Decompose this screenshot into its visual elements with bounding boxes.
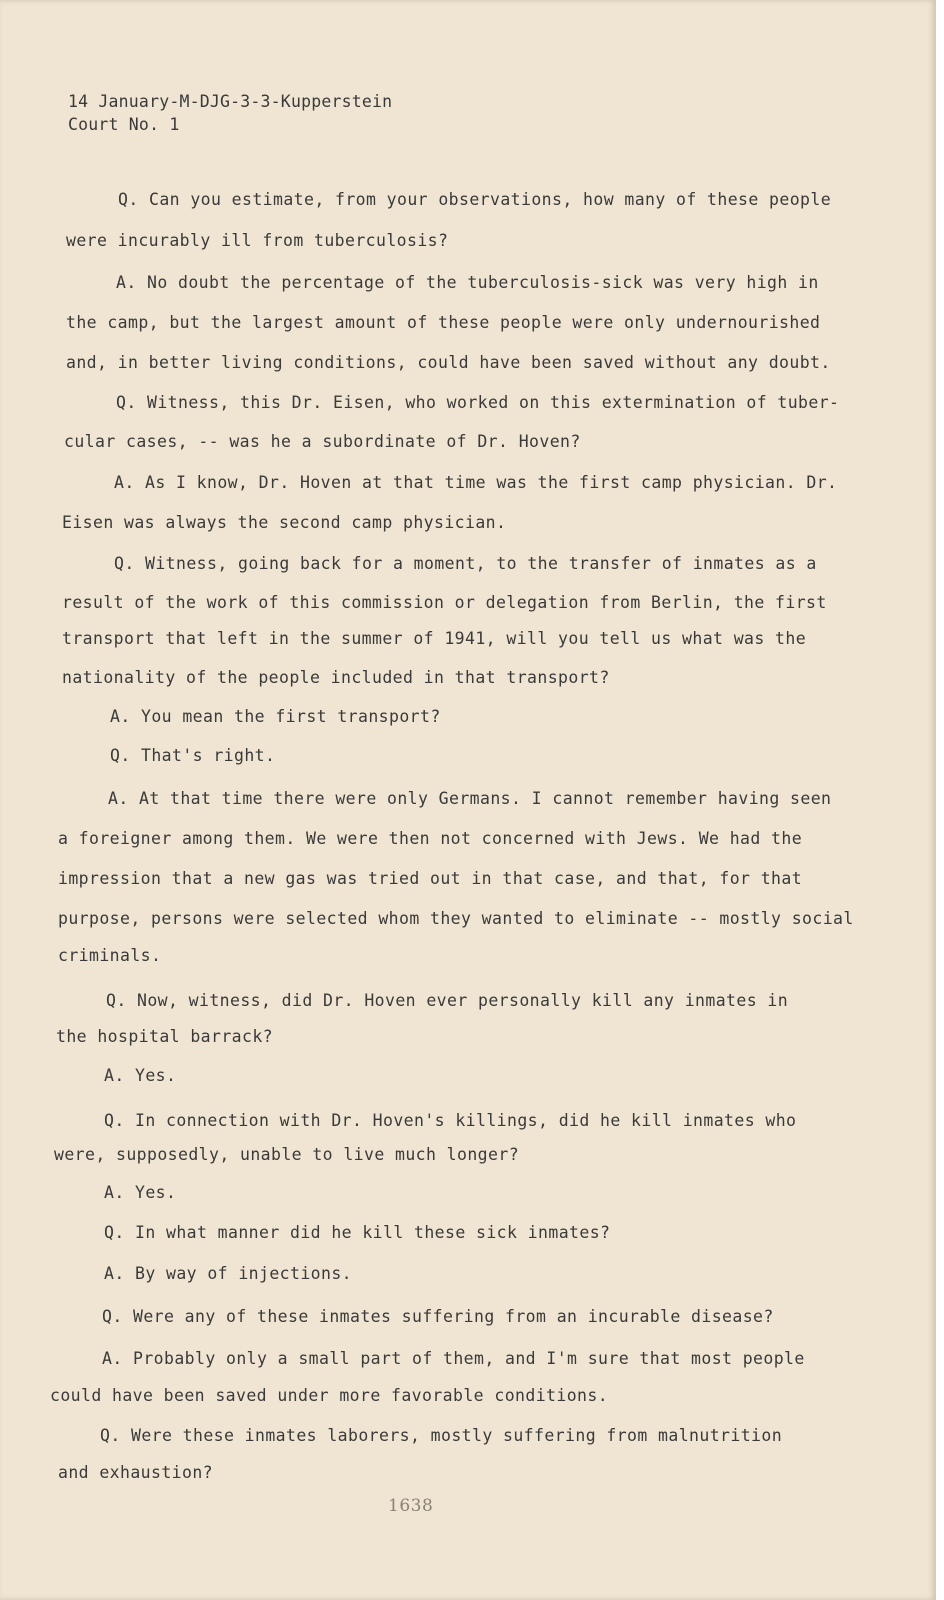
transcript-line: A. Yes.	[104, 1183, 177, 1202]
transcript-line: A. As I know, Dr. Hoven at that time was the first camp physician. Dr.	[114, 473, 838, 492]
transcript-line: Eisen was always the second camp physician.	[62, 513, 507, 532]
header-court-number: Court No. 1	[68, 115, 180, 134]
transcript-line: Q. Were these inmates laborers, mostly suffering from malnutrition	[100, 1426, 783, 1445]
transcript-line: A. Yes.	[104, 1066, 177, 1085]
transcript-line: nationality of the people included in that transport?	[62, 668, 610, 687]
transcript-line: Q. Now, witness, did Dr. Hoven ever personally kill any inmates in	[106, 991, 789, 1010]
transcript-line: the hospital barrack?	[56, 1027, 274, 1046]
page-number: 1638	[388, 1496, 434, 1516]
transcript-line: impression that a new gas was tried out in that case, and that, for that	[58, 869, 803, 888]
transcript-line: Q. That's right.	[110, 746, 276, 765]
transcript-line: Q. Can you estimate, from your observations, how many of these people	[118, 190, 832, 209]
transcript-line: A. At that time there were only Germans. I cannot remember having seen	[108, 789, 832, 808]
transcript-line: Q. In what manner did he kill these sick inmates?	[104, 1223, 611, 1242]
transcript-line: transport that left in the summer of 1941, will you tell us what was the	[62, 629, 807, 648]
transcript-line: A. No doubt the percentage of the tuberculosis-sick was very high in	[116, 273, 819, 292]
transcript-line: A. By way of injections.	[104, 1264, 353, 1283]
transcript-line: a foreigner among them. We were then not concerned with Jews. We had the	[58, 829, 803, 848]
transcript-line: result of the work of this commission or delegation from Berlin, the first	[62, 593, 827, 612]
transcript-line: Q. In connection with Dr. Hoven's killings, did he kill inmates who	[104, 1111, 797, 1130]
transcript-line: and, in better living conditions, could have been saved without any doubt.	[66, 353, 831, 372]
transcript-line: and exhaustion?	[58, 1463, 214, 1482]
transcript-line: criminals.	[58, 946, 162, 965]
transcript-line: Q. Were any of these inmates suffering from an incurable disease?	[102, 1307, 774, 1326]
transcript-line: Q. Witness, going back for a moment, to the transfer of inmates as a	[114, 554, 817, 573]
transcript-line: Q. Witness, this Dr. Eisen, who worked on this extermination of tuber-	[116, 393, 840, 412]
transcript-line: purpose, persons were selected whom they wanted to eliminate -- mostly social	[58, 909, 854, 928]
header-case-reference: 14 January-M-DJG-3-3-Kupperstein	[68, 92, 393, 111]
transcript-line: were incurably ill from tuberculosis?	[66, 231, 449, 250]
transcript-line: were, supposedly, unable to live much longer?	[54, 1145, 520, 1164]
transcript-line: cular cases, -- was he a subordinate of Dr. Hoven?	[64, 432, 581, 451]
document-header	[68, 90, 392, 136]
transcript-line: A. You mean the first transport?	[110, 707, 441, 726]
transcript-line: A. Probably only a small part of them, and I'm sure that most people	[102, 1349, 805, 1368]
transcript-line: could have been saved under more favorable conditions.	[50, 1386, 609, 1405]
transcript-line: the camp, but the largest amount of these people were only undernourished	[66, 313, 821, 332]
